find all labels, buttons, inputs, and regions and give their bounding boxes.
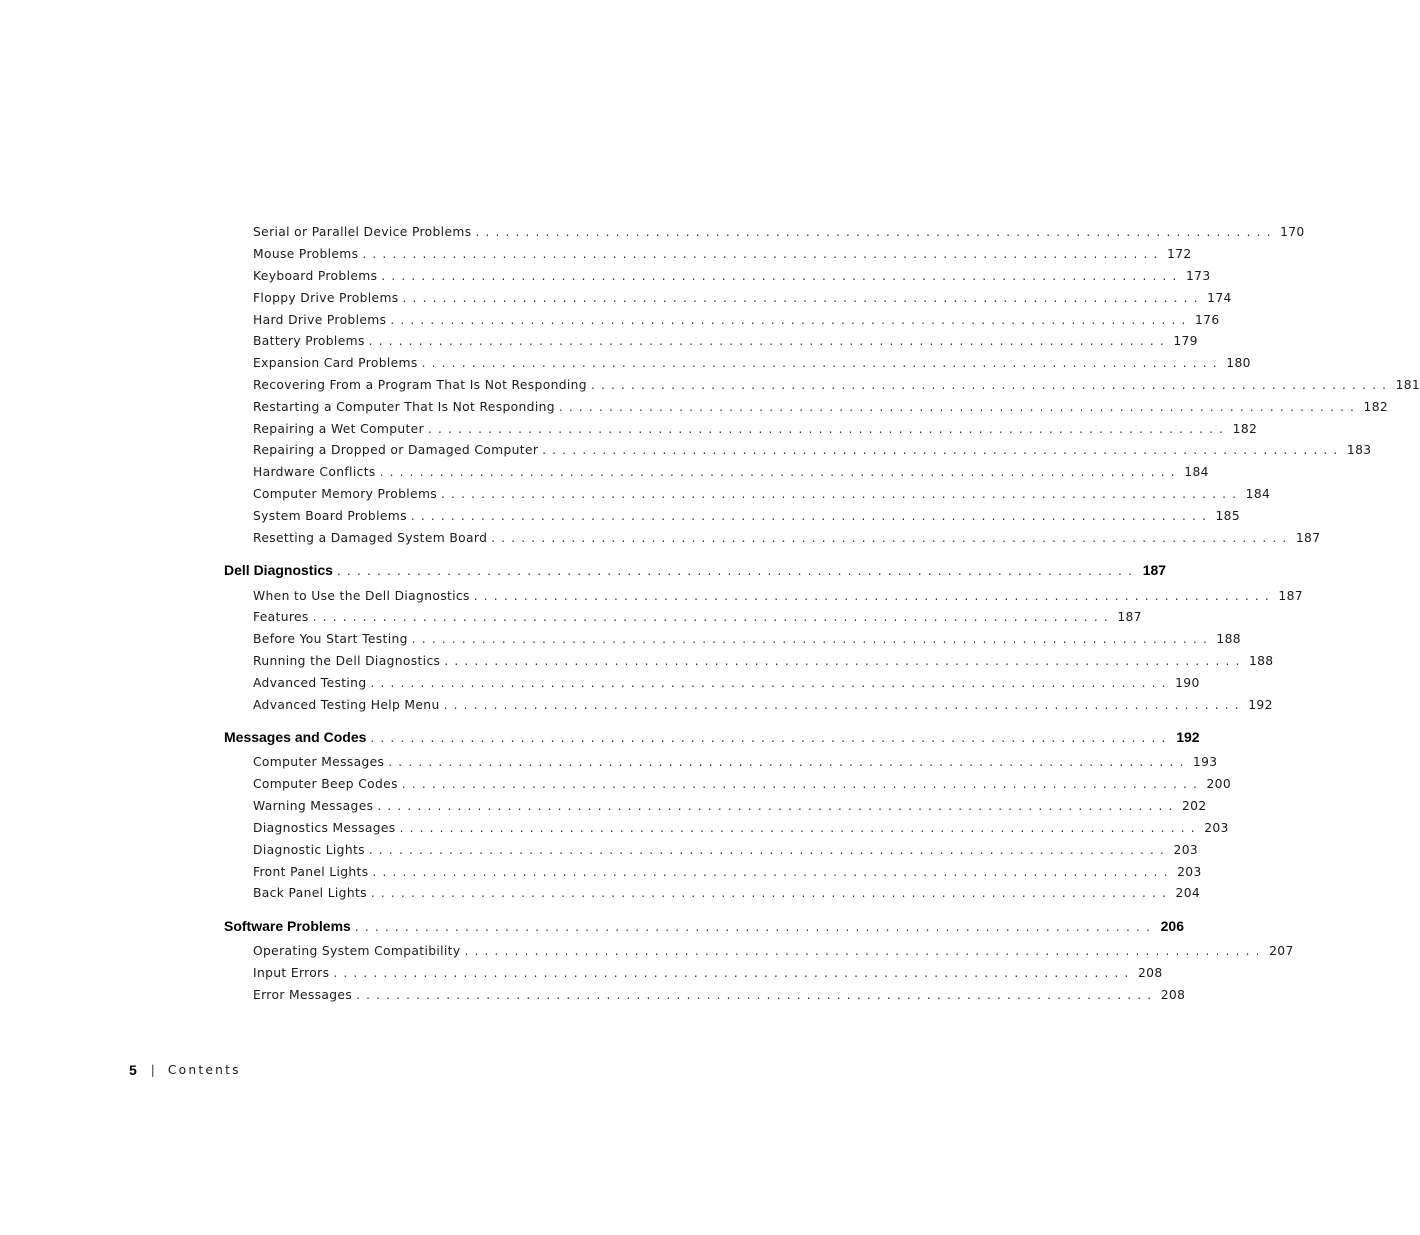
toc-entry-page: 208: [1137, 966, 1163, 980]
toc-entry[interactable]: [253, 880, 1201, 900]
toc-entry[interactable]: [253, 394, 1389, 414]
toc-entry-page: 188: [1248, 654, 1274, 668]
dot-leader: ................................................................................: [370, 731, 1172, 745]
toc-entry-title: Expansion Card Problems: [253, 356, 418, 370]
dot-leader: ................................................................................: [362, 247, 1164, 261]
toc-entry[interactable]: [253, 793, 1207, 813]
dot-leader: ................................................................................: [370, 676, 1172, 690]
toc-entry-page: 184: [1245, 487, 1271, 501]
toc-entry-title: Resetting a Damaged System Board: [253, 531, 488, 545]
toc-section-title: Software Problems: [224, 918, 351, 934]
dot-leader: ................................................................................: [333, 966, 1135, 980]
toc-entry-title: Floppy Drive Problems: [253, 291, 399, 305]
toc-entry-title: When to Use the Dell Diagnostics: [253, 589, 470, 603]
toc-entry-title: Advanced Testing: [253, 676, 367, 690]
dot-leader: ................................................................................: [312, 610, 1114, 624]
toc-entry[interactable]: [253, 241, 1192, 261]
toc-entry-title: Running the Dell Diagnostics: [253, 654, 441, 668]
toc-entry-page: 202: [1182, 799, 1207, 813]
dot-leader: ................................................................................: [399, 821, 1201, 835]
toc-entry-title: Hard Drive Problems: [253, 313, 387, 327]
dot-leader: ................................................................................: [428, 422, 1230, 436]
running-footer-title: Contents: [167, 1063, 241, 1077]
toc-entry-page: 190: [1175, 676, 1200, 690]
dot-leader: ................................................................................: [390, 313, 1192, 327]
toc-entry-title: Operating System Compatibility: [253, 944, 461, 958]
dot-leader: ................................................................................: [354, 920, 1156, 934]
toc-entry-title: Diagnostics Messages: [253, 821, 396, 835]
toc-section-page: 192: [1176, 729, 1200, 745]
toc-entry[interactable]: [253, 481, 1271, 501]
dot-leader: ................................................................................: [377, 799, 1179, 813]
toc-entry-title: Back Panel Lights: [253, 886, 367, 900]
toc-entry-page: 183: [1346, 443, 1372, 457]
toc-entry-page: 203: [1173, 843, 1199, 857]
toc-entry-page: 188: [1216, 632, 1241, 646]
toc-entry-page: 176: [1194, 313, 1220, 327]
dot-leader: ................................................................................: [410, 509, 1212, 523]
dot-leader: ................................................................................: [356, 988, 1158, 1002]
dot-leader: ................................................................................: [402, 291, 1204, 305]
dot-leader: ................................................................................: [368, 334, 1170, 348]
dot-leader: ................................................................................: [590, 378, 1393, 392]
toc-entry[interactable]: [253, 503, 1240, 523]
toc-entry-page: 204: [1175, 886, 1201, 900]
toc-entry-page: 184: [1184, 465, 1209, 479]
toc-entry-title: Warning Messages: [253, 799, 374, 813]
toc-entry-page: 182: [1363, 400, 1389, 414]
dot-leader: ................................................................................: [473, 589, 1275, 603]
toc-entry-title: Before You Start Testing: [253, 632, 408, 646]
toc-entry-title: Computer Beep Codes: [253, 777, 398, 791]
toc-entry-title: Repairing a Dropped or Damaged Computer: [253, 443, 539, 457]
toc-entry-page: 174: [1207, 291, 1232, 305]
dot-leader: ................................................................................: [443, 698, 1245, 712]
toc-section-heading[interactable]: [224, 914, 1184, 934]
toc-entry-page: 182: [1232, 422, 1258, 436]
toc-entry-title: Front Panel Lights: [253, 865, 369, 879]
toc-entry[interactable]: [253, 437, 1372, 457]
dot-leader: ................................................................................: [411, 632, 1213, 646]
toc-section-heading[interactable]: [224, 725, 1200, 745]
dot-leader: ................................................................................: [388, 755, 1190, 769]
dot-leader: ................................................................................: [372, 865, 1174, 879]
dot-leader: ................................................................................: [401, 777, 1204, 791]
dot-leader: ................................................................................: [444, 654, 1246, 668]
dot-leader: ................................................................................: [441, 487, 1243, 501]
toc-section-page: 187: [1142, 562, 1167, 578]
toc-entry[interactable]: [253, 960, 1163, 980]
toc-entry-title: Repairing a Wet Computer: [253, 422, 425, 436]
toc-entry[interactable]: [253, 307, 1220, 327]
dot-leader: ................................................................................: [421, 356, 1223, 370]
toc-entry[interactable]: [253, 837, 1199, 857]
toc-entry-page: 203: [1177, 865, 1202, 879]
toc-entry-page: 180: [1226, 356, 1251, 370]
toc-entry[interactable]: [253, 749, 1218, 769]
toc-entry[interactable]: [253, 372, 1420, 392]
page-number: 5: [129, 1062, 137, 1078]
toc-entry[interactable]: [253, 648, 1274, 668]
toc-entry[interactable]: [253, 982, 1186, 1002]
toc-entry[interactable]: [253, 525, 1321, 545]
dot-leader: ................................................................................: [464, 944, 1266, 958]
toc-entry-title: Error Messages: [253, 988, 353, 1002]
toc-entry[interactable]: [253, 328, 1198, 348]
toc-section-heading[interactable]: [224, 558, 1167, 578]
toc-entry-title: Hardware Conflicts: [253, 465, 376, 479]
toc-entry-page: 203: [1204, 821, 1229, 835]
toc-entry-page: 170: [1280, 225, 1305, 239]
page-footer: [129, 1060, 241, 1080]
toc-entry[interactable]: [253, 815, 1229, 835]
toc-entry-page: 193: [1192, 755, 1218, 769]
toc-entry-title: Serial or Parallel Device Problems: [253, 225, 472, 239]
toc-entry-page: 200: [1206, 777, 1232, 791]
toc-entry-title: Computer Messages: [253, 755, 385, 769]
toc-entry-title: Diagnostic Lights: [253, 843, 365, 857]
toc-entry-title: Battery Problems: [253, 334, 365, 348]
toc-entry-page: 185: [1215, 509, 1240, 523]
dot-leader: ................................................................................: [542, 443, 1344, 457]
dot-leader: ................................................................................: [379, 465, 1181, 479]
toc-entry-page: 208: [1160, 988, 1186, 1002]
footer-separator: |: [150, 1063, 155, 1077]
toc-entry-title: Features: [253, 610, 309, 624]
toc-entry[interactable]: [253, 771, 1232, 791]
toc-entry-page: 187: [1117, 610, 1142, 624]
toc-entry-page: 207: [1269, 944, 1294, 958]
dot-leader: ................................................................................: [475, 225, 1277, 239]
toc-entry[interactable]: [253, 459, 1209, 479]
toc-entry-page: 179: [1173, 334, 1198, 348]
dot-leader: ................................................................................: [336, 564, 1139, 578]
toc-entry-title: Restarting a Computer That Is Not Responding: [253, 400, 555, 414]
toc-entry[interactable]: [253, 583, 1303, 603]
toc-section-page: 206: [1160, 918, 1184, 934]
toc-entry[interactable]: [253, 263, 1211, 283]
toc-entry-title: System Board Problems: [253, 509, 407, 523]
toc-section-title: Messages and Codes: [224, 729, 367, 745]
toc-entry-page: 187: [1278, 589, 1303, 603]
toc-entry-title: Recovering From a Program That Is Not Responding: [253, 378, 587, 392]
toc-entry-page: 181: [1395, 378, 1420, 392]
toc-entry[interactable]: [253, 670, 1200, 690]
toc-entry-title: Keyboard Problems: [253, 269, 378, 283]
toc-entry[interactable]: [253, 859, 1202, 879]
dot-leader: ................................................................................: [368, 843, 1171, 857]
toc-entry[interactable]: [253, 219, 1305, 239]
toc-entry[interactable]: [253, 604, 1142, 624]
toc-entry-title: Computer Memory Problems: [253, 487, 438, 501]
toc-entry-page: 173: [1185, 269, 1211, 283]
toc-section-title: Dell Diagnostics: [224, 562, 333, 578]
toc-entry[interactable]: [253, 938, 1294, 958]
dot-leader: ................................................................................: [491, 531, 1293, 545]
toc-entry-page: 187: [1295, 531, 1321, 545]
toc-entry-title: Advanced Testing Help Menu: [253, 698, 440, 712]
toc-entry-page: 172: [1167, 247, 1192, 261]
toc-entry-title: Mouse Problems: [253, 247, 359, 261]
toc-entry-title: Input Errors: [253, 966, 330, 980]
toc-entry[interactable]: [253, 626, 1241, 646]
dot-leader: ................................................................................: [381, 269, 1183, 283]
toc-entry[interactable]: [253, 692, 1273, 712]
dot-leader: ................................................................................: [558, 400, 1361, 414]
toc-entry[interactable]: [253, 285, 1232, 305]
toc-entry[interactable]: [253, 416, 1258, 436]
toc-entry-page: 192: [1248, 698, 1273, 712]
toc-entry[interactable]: [253, 350, 1251, 370]
dot-leader: ................................................................................: [370, 886, 1173, 900]
